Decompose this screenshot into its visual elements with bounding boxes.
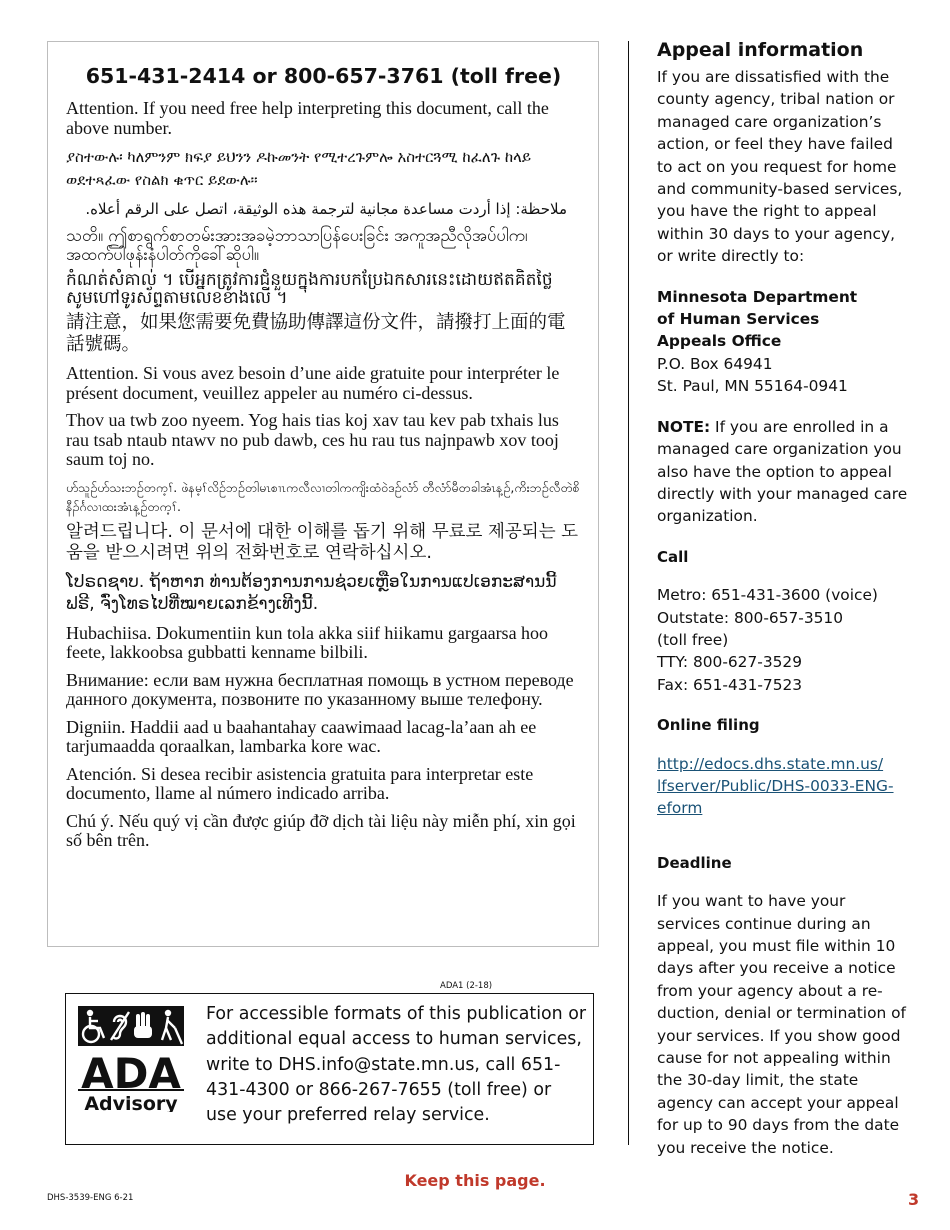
ada-advisory-logo (78, 1006, 186, 1112)
call-numbers: Metro: 651-431-3600 (voice) Outstate: 800-657-3510 (toll free) TTY: 800-627-3529 Fax: 651-431-7523 (657, 586, 878, 694)
lang-hmong: Thov ua twb zoo nyeem. Yog hais tias koj xav tau kev pab txhais lus rau tsab ntaub ntawv no pub dawb, ces hu rau tus najnpawb xov tooj saum toj no. (66, 410, 559, 469)
appeals-office-name: Minnesota Department of Human Services Appeals Office (657, 287, 858, 351)
appeal-intro: If you are dissatisfied with the county agency, tribal nation or managed care organization’s action, or feel they have failed to act on you request for home and community-based services, you have the right to appeal within 30 days to your agency, or write directly to: (657, 68, 903, 266)
lang-amharic: ያስተውሉ፡ ካለምንም ክፍያ ይህንን ዶኩመንት የሚተረጉምሎ አስተርጓሚ ከፈለጉ ከላይ ወደተጻፈው የስልክ ቁጥር ይደውሉ። (66, 148, 532, 189)
column-divider (628, 41, 629, 1145)
lang-english: Attention. If you need free help interpreting this document, call the above number. (66, 98, 549, 138)
lang-spanish: Atención. Si desea recibir asistencia gratuita para interpretar este documento, llame al número indicado arriba. (66, 763, 534, 803)
lang-korean: 알려드립니다. 이 문서에 대한 이해를 돕기 위해 무료로 제공되는 도움을 받으시려면 위의 전화번호로 연락하십시오. (66, 521, 579, 563)
appeals-po-box: P.O. Box 64941 (657, 354, 773, 373)
lang-russian: Внимание: если вам нужна бесплатная помощь в устном переводе данного документа, позвоните по указанному выше телефону. (66, 669, 574, 709)
call-heading: Call (657, 547, 689, 566)
appeals-city: St. Paul, MN 55164-0941 (657, 377, 848, 396)
deadline-heading: Deadline (657, 853, 732, 872)
online-filing-link[interactable]: http://edocs.dhs.state.mn.us/ lfserver/Public/DHS-0033-ENG- eform (657, 754, 894, 818)
ada-advisory-box (65, 993, 594, 1145)
appeal-title: Appeal information (657, 39, 864, 61)
ada-form-code: ADA1 (2-18) (440, 981, 493, 991)
ada-logo-text: ADA (81, 1049, 181, 1098)
lang-french: Attention. Si vous avez besoin d’une aide gratuite pour interpréter le présent document, veuillez appeler au numéro ci-dessus. (66, 363, 560, 403)
page-number: 3 (908, 1190, 920, 1209)
appeal-information-column (657, 38, 912, 1159)
managed-care-note: NOTE: If you are enrolled in a managed care organization you also have the option to appeal directly with your managed care organization. (657, 417, 908, 526)
ada-advisory-text: For accessible formats of this publication or additional equal access to human services, write to DHS.info@state.mn.us, call 651-431-4300 or 866-267-7655 (toll free) or use your preferred relay service. (206, 1004, 587, 1126)
lang-vietnamese: Chú ý. Nếu quý vị cần được giúp đỡ dịch tài liệu này miễn phí, xin gọi số bên trên. (66, 810, 576, 850)
document-code: DHS-3539-ENG 6-21 (47, 1193, 134, 1203)
lang-arabic: ملاحظة: إذا أردت مساعدة مجانية لترجمة هذه الوثيقة، اتصل على الرقم أعلاه. (85, 200, 567, 218)
lang-lao: ໂປຣດຊາບ. ຖ້າຫາກ ທ່ານຕ້ອງການການຊ່ວຍເຫຼືອໃນການແປເອກະສານນີ້ຟຣີ, ຈົ່ງໂທຣໄປທີ່ໝາຍເລກຂ້າງເທີງນີ້. (66, 571, 557, 614)
online-filing-heading: Online filing (657, 716, 760, 735)
lang-chinese: 請注意，如果您需要免費協助傳譯這份文件，請撥打上面的電話號碼。 (66, 312, 566, 355)
lang-khmer: កំណត់សំគាល់ ។ បើអ្នកត្រូវការជំនួយក្នុងការបកប្រែឯកសារនេះដោយឥតគិតថ្លៃ សូមហៅទូរស័ព្ទតាមលេខខាងលើ ។ (66, 270, 553, 308)
language-assistance-box (47, 41, 599, 947)
deadline-text: If you want to have your services continue during an appeal, you must file within 10 days after you receive a notice from your agency about a re-duction, denial or termination of your services. If you show good cause for not appealing within the 30-day limit, the state agency can accept your appeal for up to 90 days from the date you receive the notice. (657, 892, 906, 1157)
lang-somali: Digniin. Haddii aad u baahantahay caawimaad lacag-la’aan ah ee tarjumaadda qoraalkan, lambarka kore wac. (66, 716, 537, 756)
ada-logo-sub: Advisory (84, 1093, 178, 1112)
interpreter-phone-heading: 651-431-2414 or 800-657-3761 (toll free) (85, 64, 562, 88)
keep-this-page-notice: Keep this page. (404, 1171, 546, 1190)
sign-language-icon (134, 1012, 152, 1038)
lang-karen: ဟ်သူဉ်ဟ်သးဘဉ်တက့ၢ်. ဖဲနမ့ၢ်လိဉ်ဘဉ်တါမၤစၢၤကလီလၢတါကကျိးထံဝဲဒဉ်လံာ် တီလံာ်မီတခါအံၤန့ဉ်,ကိးဘဉ်လီတဲစိနီၣ်င်္ဂလၢထးအံၤန့ဉ်တက့ၢ်. (66, 479, 580, 514)
lang-oromo: Hubachiisa. Dokumentiin kun tola akka siif hiikamu gargaarsa hoo feete, lakkoobsa gubbatti kenname bilbili. (66, 622, 549, 662)
lang-burmese: သတိ။ ဤစာရွက်စာတမ်းအားအခမဲ့ဘာသာပြန်ပေးခြင်း အကူအညီလိုအပ်ပါက၊ အထက်ပါဖုန်းနံပါတ်ကိုခေါ်ဆိုပါ။ (66, 226, 528, 264)
